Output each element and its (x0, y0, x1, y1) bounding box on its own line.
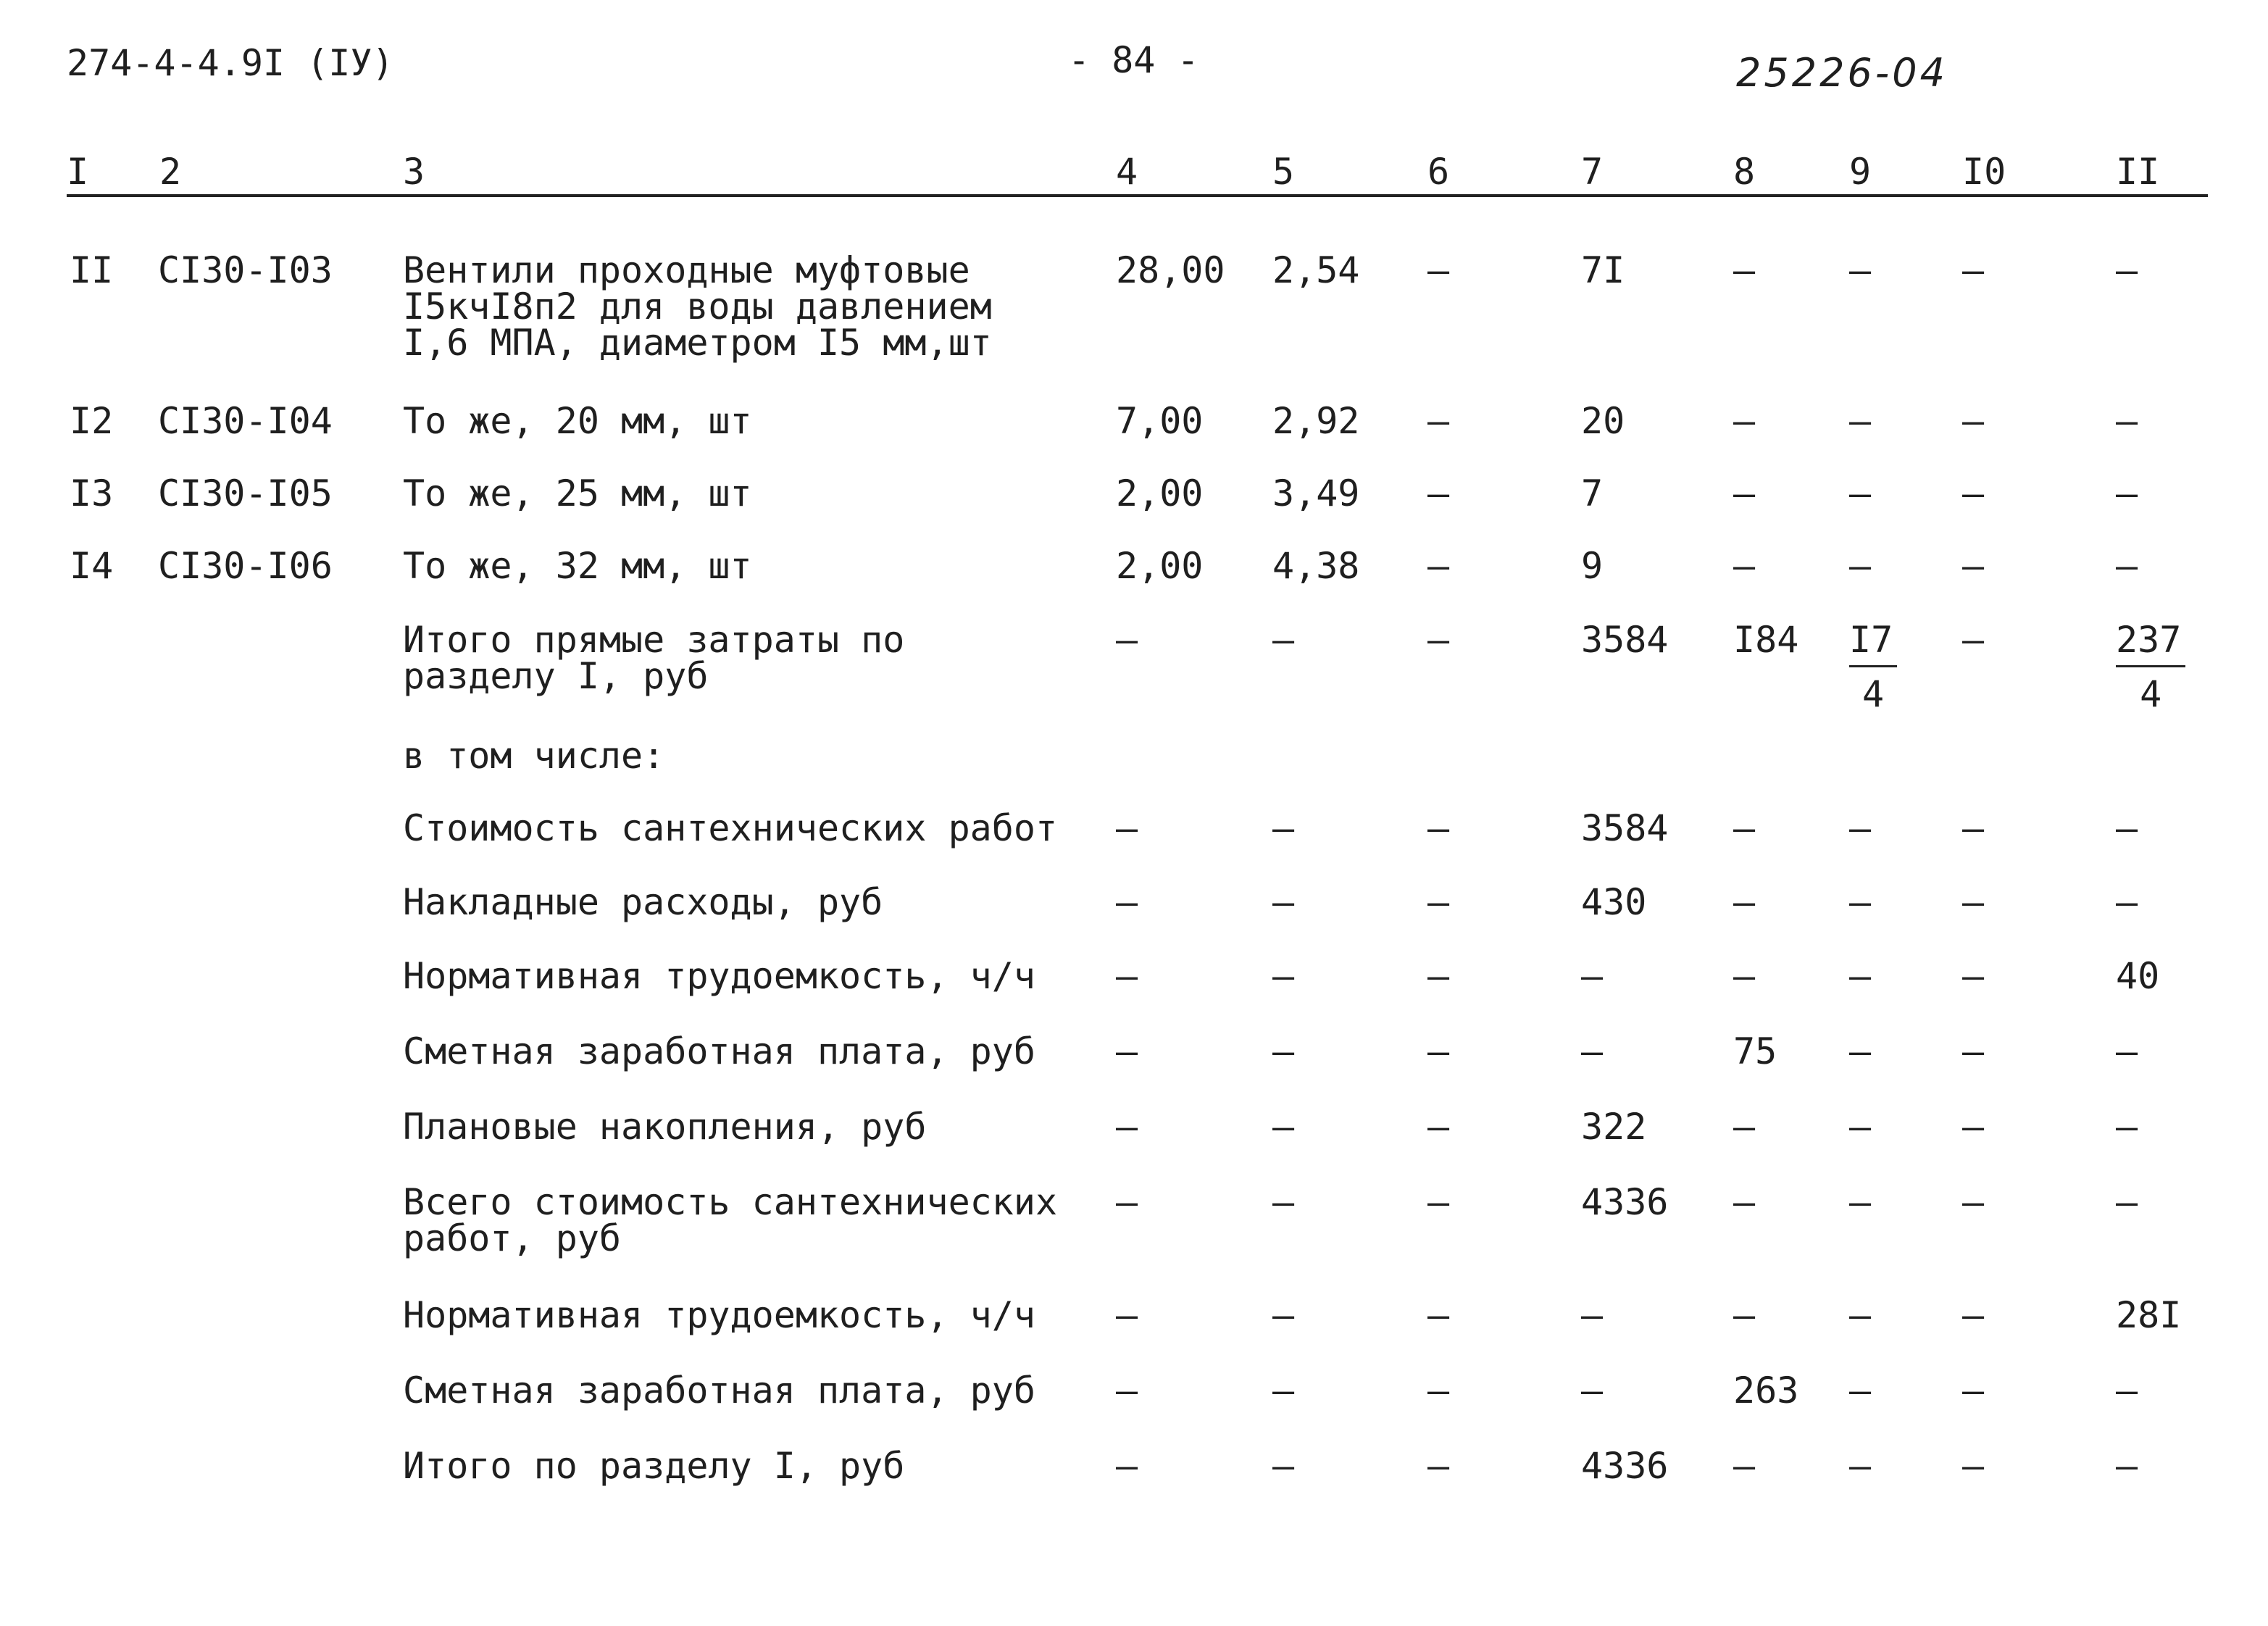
unit-price: 4,38 (1272, 545, 1360, 587)
unit-price: – (1272, 955, 1295, 997)
description (403, 735, 665, 777)
column-header-10: I0 (1962, 151, 2006, 193)
unit-price: 2,54 (1272, 249, 1360, 291)
quantity: 2,00 (1116, 472, 1204, 514)
col-10-value: – (1962, 1030, 1985, 1072)
description (403, 1445, 905, 1487)
unit-price: – (1272, 807, 1295, 849)
description-line: Всего стоимость сантехнических (403, 1181, 1058, 1223)
col-7-value: 4336 (1581, 1445, 1669, 1487)
description (403, 1369, 1035, 1412)
price-code: CI30-I04 (158, 400, 333, 442)
description-line: Вентили проходные муфтовые (403, 249, 970, 291)
col-11-fraction (2116, 619, 2185, 715)
quantity: – (1116, 881, 1138, 923)
col-7-value: 322 (1581, 1106, 1647, 1148)
description (403, 1030, 1035, 1072)
description-line: работ, руб (403, 1217, 622, 1259)
column-header-3: 3 (403, 151, 425, 193)
col-8-value: – (1733, 1181, 1756, 1223)
col-9-value: – (1849, 1106, 1872, 1148)
description-line: Итого по разделу I, руб (403, 1445, 905, 1487)
col-11-value: – (2116, 400, 2138, 442)
col-7-value: 9 (1581, 545, 1604, 587)
price-code: CI30-I06 (158, 545, 333, 587)
unit-price: – (1272, 1369, 1295, 1412)
description (403, 619, 905, 697)
quantity: – (1116, 1294, 1138, 1336)
description (403, 1106, 927, 1148)
column-header-11: II (2116, 151, 2160, 193)
col-7-value: 4336 (1581, 1181, 1669, 1223)
col-10-value: – (1962, 1294, 1985, 1336)
col-10-value: – (1962, 400, 1985, 442)
quantity: – (1116, 1181, 1138, 1223)
description (403, 1181, 1058, 1259)
col-11-value: – (2116, 1181, 2138, 1223)
col-11-value: – (2116, 1106, 2138, 1148)
col-8-value: – (1733, 1294, 1756, 1336)
col-8-value: – (1733, 545, 1756, 587)
unit-price: – (1272, 881, 1295, 923)
description-line: Плановые накопления, руб (403, 1106, 927, 1148)
col-9-value: – (1849, 400, 1872, 442)
col-11-value: – (2116, 807, 2138, 849)
col-7-value: – (1581, 955, 1604, 997)
description (403, 545, 752, 587)
col-11-value: – (2116, 1369, 2138, 1412)
quantity: 28,00 (1116, 249, 1225, 291)
price-code: CI30-I03 (158, 249, 333, 291)
fraction-denominator: 4 (2140, 673, 2162, 715)
col-7-value: 3584 (1581, 807, 1669, 849)
description (403, 249, 992, 364)
row-number: I3 (70, 472, 114, 514)
column-header-7: 7 (1581, 151, 1604, 193)
col-9-value: – (1849, 955, 1872, 997)
description-line: разделу I, руб (403, 655, 709, 697)
col-8-value: 263 (1733, 1369, 1799, 1412)
description-line: Нормативная трудоемкость, ч/ч (403, 955, 1035, 997)
description-line: То же, 32 мм, шт (403, 545, 752, 587)
quantity: 7,00 (1116, 400, 1204, 442)
quantity: – (1116, 807, 1138, 849)
col-9-value: – (1849, 1445, 1872, 1487)
col-6-value: – (1427, 1030, 1450, 1072)
col-9-value: – (1849, 249, 1872, 291)
col-10-value: – (1962, 472, 1985, 514)
column-header-2: 2 (159, 151, 182, 193)
quantity: – (1116, 1106, 1138, 1148)
col-11-value: 28I (2116, 1294, 2182, 1336)
col-8-value: – (1733, 472, 1756, 514)
description (403, 955, 1035, 997)
col-9-value: – (1849, 1294, 1872, 1336)
column-header-8: 8 (1733, 151, 1756, 193)
column-header-9: 9 (1849, 151, 1872, 193)
col-9-value: – (1849, 1181, 1872, 1223)
col-9-value: – (1849, 545, 1872, 587)
unit-price: – (1272, 619, 1295, 661)
unit-price: – (1272, 1106, 1295, 1148)
col-7-value: 430 (1581, 881, 1647, 923)
column-header-6: 6 (1427, 151, 1450, 193)
fraction-denominator: 4 (1862, 673, 1885, 715)
col-11-value: – (2116, 881, 2138, 923)
col-10-value: – (1962, 1181, 1985, 1223)
description (403, 400, 752, 442)
col-8-value: I84 (1733, 619, 1799, 661)
fraction-numerator: 237 (2116, 622, 2185, 667)
col-8-value: – (1733, 249, 1756, 291)
col-8-value: – (1733, 1445, 1756, 1487)
page-number: - 84 - (1068, 39, 1199, 81)
col-11-value: – (2116, 545, 2138, 587)
quantity: – (1116, 1030, 1138, 1072)
row-number: II (70, 249, 114, 291)
col-11-value: – (2116, 1030, 2138, 1072)
col-6-value: – (1427, 545, 1450, 587)
col-6-value: – (1427, 881, 1450, 923)
quantity: – (1116, 1445, 1138, 1487)
column-header-4: 4 (1116, 151, 1138, 193)
col-10-value: – (1962, 807, 1985, 849)
description-line: в том числе: (403, 735, 665, 777)
col-10-value: – (1962, 1106, 1985, 1148)
col-7-value: – (1581, 1294, 1604, 1336)
col-6-value: – (1427, 807, 1450, 849)
description-line: Нормативная трудоемкость, ч/ч (403, 1294, 1035, 1336)
col-9-value: – (1849, 881, 1872, 923)
quantity: – (1116, 619, 1138, 661)
col-7-value: – (1581, 1369, 1604, 1412)
row-number: I4 (70, 545, 114, 587)
col-11-value: 40 (2116, 955, 2160, 997)
description (403, 1294, 1035, 1336)
col-10-value: – (1962, 249, 1985, 291)
col-6-value: – (1427, 1294, 1450, 1336)
column-header-1: I (67, 151, 89, 193)
col-10-value: – (1962, 881, 1985, 923)
col-11-value: – (2116, 249, 2138, 291)
col-7-value: 3584 (1581, 619, 1669, 661)
description-line: То же, 25 мм, шт (403, 472, 752, 514)
description-line: I,6 МПА, диаметром I5 мм,шт (403, 322, 992, 364)
unit-price: – (1272, 1181, 1295, 1223)
document-code: 274-4-4.9I (IУ) (67, 42, 394, 84)
col-6-value: – (1427, 1181, 1450, 1223)
unit-price: 2,92 (1272, 400, 1360, 442)
col-10-value: – (1962, 1369, 1985, 1412)
description-line: Сметная заработная плата, руб (403, 1030, 1035, 1072)
col-11-value: – (2116, 1445, 2138, 1487)
description (403, 472, 752, 514)
col-10-value: – (1962, 619, 1985, 661)
col-9-fraction (1849, 619, 1897, 715)
col-7-value: – (1581, 1030, 1604, 1072)
col-8-value: 75 (1733, 1030, 1777, 1072)
fraction-numerator: I7 (1849, 622, 1897, 667)
col-6-value: – (1427, 249, 1450, 291)
col-6-value: – (1427, 955, 1450, 997)
col-9-value: – (1849, 1369, 1872, 1412)
col-8-value: – (1733, 807, 1756, 849)
handwritten-stamp: 25226-04 (1736, 50, 1948, 96)
col-10-value: – (1962, 955, 1985, 997)
col-9-value: – (1849, 807, 1872, 849)
col-6-value: – (1427, 1445, 1450, 1487)
col-6-value: – (1427, 1106, 1450, 1148)
unit-price: 3,49 (1272, 472, 1360, 514)
description-line: То же, 20 мм, шт (403, 400, 752, 442)
col-10-value: – (1962, 1445, 1985, 1487)
col-6-value: – (1427, 472, 1450, 514)
description-line: Итого прямые затраты по (403, 619, 905, 661)
col-6-value: – (1427, 619, 1450, 661)
col-8-value: – (1733, 400, 1756, 442)
col-9-value: – (1849, 472, 1872, 514)
col-11-value: – (2116, 472, 2138, 514)
description (403, 881, 883, 923)
col-7-value: 7I (1581, 249, 1625, 291)
description (403, 807, 1058, 849)
unit-price: – (1272, 1294, 1295, 1336)
col-8-value: – (1733, 955, 1756, 997)
col-7-value: 20 (1581, 400, 1625, 442)
description-line: Накладные расходы, руб (403, 881, 883, 923)
col-6-value: – (1427, 400, 1450, 442)
price-code: CI30-I05 (158, 472, 333, 514)
col-8-value: – (1733, 881, 1756, 923)
row-number: I2 (70, 400, 114, 442)
description-line: Сметная заработная плата, руб (403, 1369, 1035, 1412)
quantity: – (1116, 955, 1138, 997)
unit-price: – (1272, 1030, 1295, 1072)
column-header-5: 5 (1272, 151, 1295, 193)
quantity: 2,00 (1116, 545, 1204, 587)
unit-price: – (1272, 1445, 1295, 1487)
col-8-value: – (1733, 1106, 1756, 1148)
header-rule (67, 194, 2208, 197)
quantity: – (1116, 1369, 1138, 1412)
col-9-value: – (1849, 1030, 1872, 1072)
description-line: Стоимость сантехнических работ (403, 807, 1058, 849)
col-6-value: – (1427, 1369, 1450, 1412)
col-10-value: – (1962, 545, 1985, 587)
col-7-value: 7 (1581, 472, 1604, 514)
description-line: I5кчI8п2 для воды давлением (403, 285, 992, 328)
